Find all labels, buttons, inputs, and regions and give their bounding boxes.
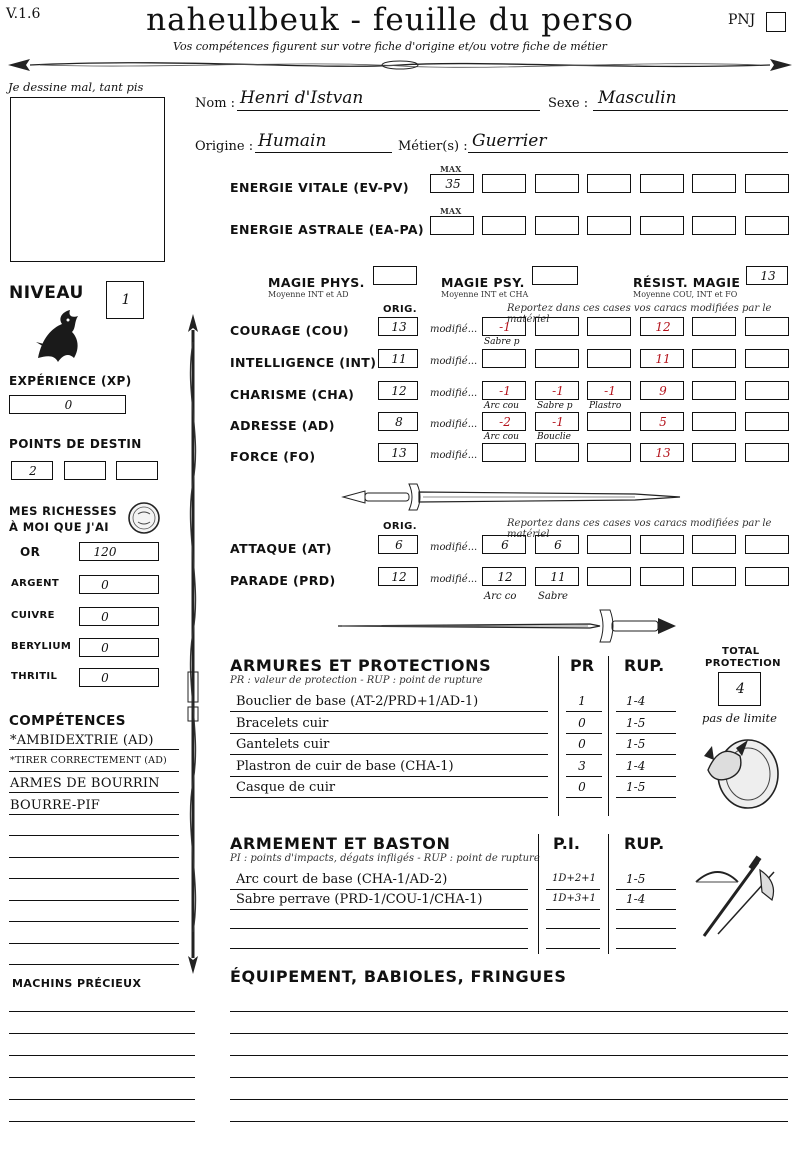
richesses-label-1: MES RICHESSES [9, 504, 118, 518]
carac-mod-box[interactable]: 5 [640, 412, 684, 431]
carac-mod-box[interactable] [535, 349, 579, 368]
armor-rup[interactable]: 1-4 [626, 758, 646, 773]
armor-line [566, 733, 602, 734]
equipment-line [230, 1121, 788, 1122]
armor-line [566, 776, 602, 777]
carac-mod-box[interactable]: -1 [482, 317, 526, 336]
equipment-line [230, 1055, 788, 1056]
combat-sub-1: Arc co [484, 591, 517, 602]
weapons-pi-header: P.I. [553, 834, 580, 853]
destin-box-2[interactable] [64, 461, 106, 480]
carac-mod-box[interactable] [535, 317, 579, 336]
carac-orig-box[interactable]: 13 [378, 443, 418, 462]
nom-field[interactable]: Henri d'Istvan [240, 88, 364, 108]
spear-divider-icon [0, 54, 800, 76]
armor-line [616, 711, 676, 712]
wealth-value-box[interactable]: 0 [79, 607, 159, 626]
weapons-rup-header: RUP. [624, 834, 665, 853]
armor-subtitle: PR : valeur de protection - RUP : point de rupture [230, 675, 483, 686]
carac-mod-box[interactable] [482, 349, 526, 368]
combat-mod-box[interactable] [587, 535, 631, 554]
armor-line [566, 797, 602, 798]
metier-field[interactable]: Guerrier [472, 131, 547, 151]
armor-line [230, 797, 548, 798]
ea-box-5[interactable] [640, 216, 684, 235]
carac-label: INTELLIGENCE (INT) [230, 355, 377, 370]
combat-orig-label: ORIG. [383, 521, 417, 532]
combat-orig-box[interactable]: 12 [378, 567, 418, 586]
carac-orig-box[interactable]: 12 [378, 381, 418, 400]
equipment-line [230, 1033, 788, 1034]
sword-icon [335, 478, 685, 516]
combat-label: ATTAQUE (AT) [230, 541, 332, 556]
equipment-title: ÉQUIPEMENT, BABIOLES, FRINGUES [230, 967, 567, 986]
modified-label: modifié... [430, 324, 478, 335]
ev-max-label: MAX [440, 164, 462, 174]
magie-phys-box[interactable] [373, 266, 417, 285]
ev-box-5[interactable] [640, 174, 684, 193]
carac-sub-label: Bouclie [537, 432, 571, 442]
weapon-line [230, 889, 528, 890]
skill-line [9, 878, 179, 879]
modified-label: modifié... [430, 450, 478, 461]
combat-mod-box[interactable] [640, 567, 684, 586]
armor-rup-header: RUP. [624, 656, 665, 675]
weapon-line [230, 948, 528, 949]
weapon-line [230, 928, 528, 929]
armor-title: ARMURES ET PROTECTIONS [230, 656, 492, 675]
weapons-title: ARMEMENT ET BASTON [230, 834, 451, 853]
combat-mod-box[interactable] [745, 535, 789, 554]
carac-mod-box[interactable] [745, 412, 789, 431]
armor-name[interactable]: Plastron de cuir de base (CHA-1) [236, 758, 454, 774]
no-limit-label: pas de limite [702, 711, 777, 725]
destin-label: POINTS DE DESTIN [9, 437, 142, 451]
armor-rup[interactable]: 1-5 [626, 737, 646, 751]
equipment-line [230, 1077, 788, 1078]
treasure-line [9, 1055, 195, 1056]
carac-mod-box[interactable] [482, 443, 526, 462]
armor-name[interactable]: Bouclier de base (AT-2/PRD+1/AD-1) [236, 694, 479, 709]
carac-mod-box[interactable]: -1 [587, 381, 631, 400]
carac-label: COURAGE (COU) [230, 323, 349, 338]
treasure-line [9, 1121, 195, 1122]
carac-sub-label: Plastro [589, 401, 622, 411]
sexe-label: Sexe : [548, 96, 589, 111]
carac-sub-label: Sabre p [537, 401, 573, 411]
equipment-line [230, 1099, 788, 1100]
carac-orig-box[interactable]: 13 [378, 317, 418, 336]
treasure-line [9, 1077, 195, 1078]
sexe-field[interactable]: Masculin [598, 88, 677, 108]
machins-precieux-label: MACHINS PRÉCIEUX [12, 977, 142, 990]
skill-line [9, 749, 179, 750]
carac-sub-label: Arc cou [484, 432, 519, 442]
skill-line [9, 771, 179, 772]
weapon-line [546, 928, 600, 929]
skill-item[interactable]: BOURRE-PIF [10, 797, 101, 813]
magie-phys-note: Moyenne INT et AD [268, 290, 349, 299]
weapon-name[interactable]: Sabre perrave (PRD-1/COU-1/CHA-1) [236, 891, 483, 907]
carac-mod-box[interactable] [692, 381, 736, 400]
modified-label: modifié... [430, 419, 478, 430]
modified-label: modifié... [430, 388, 478, 399]
carac-mod-box[interactable] [535, 443, 579, 462]
carac-mod-box[interactable] [587, 349, 631, 368]
niveau-label: NIVEAU [9, 283, 84, 303]
armor-line [230, 754, 548, 755]
xp-label: EXPÉRIENCE (XP) [9, 374, 132, 388]
armor-rup[interactable]: 1-4 [626, 694, 646, 708]
equipment-line [230, 1011, 788, 1012]
wealth-value-box[interactable]: 0 [79, 575, 159, 594]
modified-label: modifié... [430, 574, 478, 585]
carac-mod-box[interactable] [745, 381, 789, 400]
combat-mod-box[interactable]: 12 [482, 567, 526, 586]
destin-box-3[interactable] [116, 461, 158, 480]
carac-sub-label: Sabre p [484, 337, 520, 347]
total-label-1: TOTAL [722, 646, 760, 657]
portrait-caption: Je dessine mal, tant pis [8, 80, 144, 94]
combat-mod-box[interactable] [587, 567, 631, 586]
wealth-label: OR [20, 545, 41, 559]
weapon-line [546, 889, 600, 890]
carac-mod-box[interactable] [745, 349, 789, 368]
skill-line [9, 943, 179, 944]
coin-icon [126, 500, 162, 536]
carac-label: ADRESSE (AD) [230, 418, 335, 433]
weapon-line [230, 909, 528, 910]
treasure-line [9, 1011, 195, 1012]
total-label-2: PROTECTION [705, 658, 781, 669]
armor-pr[interactable]: 0 [578, 715, 586, 730]
wealth-label: BERYLIUM [11, 641, 72, 652]
resist-magie-box[interactable]: 13 [746, 266, 788, 285]
magie-psy-box[interactable] [532, 266, 578, 285]
weapon-line [616, 928, 676, 929]
armor-rup[interactable]: 1-5 [626, 780, 646, 794]
combat-mod-box[interactable]: 11 [535, 567, 579, 586]
skill-line [9, 900, 179, 901]
armor-name[interactable]: Gantelets cuir [236, 737, 330, 752]
combat-mod-box[interactable] [692, 567, 736, 586]
shield-helmet-icon [690, 726, 786, 812]
ev-box-7[interactable] [745, 174, 789, 193]
combat-mod-box[interactable] [692, 535, 736, 554]
ev-label: ENERGIE VITALE (EV-PV) [230, 180, 409, 195]
carac-label: CHARISME (CHA) [230, 387, 355, 402]
ea-box-1[interactable] [430, 216, 474, 235]
sword-icon-2 [330, 606, 685, 646]
wealth-label: ARGENT [11, 578, 60, 589]
carac-mod-box[interactable] [745, 317, 789, 336]
magie-psy-note: Moyenne INT et CHA [441, 290, 529, 299]
armor-name[interactable]: Bracelets cuir [236, 715, 329, 731]
niveau-box[interactable]: 1 [106, 281, 144, 319]
version-label: V.1.6 [6, 6, 41, 22]
treasure-line [9, 1099, 195, 1100]
ea-box-4[interactable] [587, 216, 631, 235]
carac-mod-box[interactable]: 9 [640, 381, 684, 400]
destin-box-1[interactable]: 2 [11, 461, 53, 480]
combat-sub-2: Sabre [538, 591, 568, 602]
ev-box-2[interactable] [482, 174, 526, 193]
resist-magie-label: RÉSIST. MAGIE [633, 275, 741, 290]
armor-line [566, 711, 602, 712]
ea-label: ENERGIE ASTRALE (EA-PA) [230, 222, 425, 237]
combat-mod-box[interactable] [640, 535, 684, 554]
ea-box-7[interactable] [745, 216, 789, 235]
staff-icon [180, 312, 206, 977]
total-protection-box[interactable]: 4 [718, 672, 761, 706]
carac-label: FORCE (FO) [230, 449, 316, 464]
carac-mod-box[interactable]: -2 [482, 412, 526, 431]
pnj-checkbox[interactable] [766, 12, 786, 32]
wealth-value-box[interactable]: 0 [79, 668, 159, 687]
richesses-label-2: À MOI QUE J'AI [9, 520, 109, 534]
ev-box-3[interactable] [535, 174, 579, 193]
skill-item[interactable]: ARMES DE BOURRIN [10, 776, 160, 791]
competences-label: COMPÉTENCES [9, 713, 126, 729]
modified-label: modifié... [430, 356, 478, 367]
magie-phys-label: MAGIE PHYS. [268, 275, 365, 290]
carac-mod-box[interactable]: -1 [482, 381, 526, 400]
page-subtitle: Vos compétences figurent sur votre fiche d'origine et/ou votre fiche de métier [173, 40, 607, 53]
modified-label: modifié... [430, 542, 478, 553]
orig-label: ORIG. [383, 304, 417, 315]
carac-mod-box[interactable] [692, 317, 736, 336]
page-title: naheulbeuk - feuille du perso [146, 2, 634, 38]
carac-mod-box[interactable] [587, 412, 631, 431]
skill-line [9, 921, 179, 922]
carac-mod-box[interactable]: -1 [535, 381, 579, 400]
armor-pr[interactable]: 3 [578, 758, 586, 773]
skill-line [9, 835, 179, 836]
carac-sub-label: Arc cou [484, 401, 519, 411]
xp-box[interactable]: 0 [9, 395, 126, 414]
combat-mod-box[interactable]: 6 [482, 535, 526, 554]
combat-note: Reportez dans ces cases vos caracs modifiées par le matériel [507, 518, 772, 540]
armor-line [616, 733, 676, 734]
carac-mod-box[interactable] [692, 412, 736, 431]
armor-rup[interactable]: 1-5 [626, 715, 646, 730]
ea-box-2[interactable] [482, 216, 526, 235]
skill-line [9, 814, 179, 815]
wealth-label: CUIVRE [11, 610, 55, 621]
ev-box-4[interactable] [587, 174, 631, 193]
armor-line [616, 797, 676, 798]
metier-label: Métier(s) : [398, 139, 468, 154]
carac-mod-box[interactable]: 13 [640, 443, 684, 462]
wealth-value-box[interactable]: 120 [79, 542, 159, 561]
skill-item[interactable]: *TIRER CORRECTEMENT (AD) [10, 754, 167, 766]
combat-mod-box[interactable] [745, 567, 789, 586]
pnj-label: PNJ [728, 12, 756, 28]
carac-mod-box[interactable] [692, 349, 736, 368]
wealth-label: THRITIL [11, 671, 58, 682]
armor-line [616, 754, 676, 755]
carac-mod-box[interactable] [745, 443, 789, 462]
skill-line [9, 964, 179, 965]
nom-label: Nom : [195, 96, 236, 111]
skill-line [9, 792, 179, 793]
carac-mod-box[interactable]: 11 [640, 349, 684, 368]
carac-orig-box[interactable]: 11 [378, 349, 418, 368]
weapon-line [616, 948, 676, 949]
carac-mod-box[interactable] [587, 317, 631, 336]
carac-mod-box[interactable]: 12 [640, 317, 684, 336]
ev-box-1[interactable]: 35 [430, 174, 474, 193]
weapon-name[interactable]: Arc court de base (CHA-1/AD-2) [236, 872, 448, 887]
treasure-line [9, 1033, 195, 1034]
weapon-rup[interactable]: 1-5 [626, 872, 646, 886]
weapon-rup[interactable]: 1-4 [626, 891, 646, 906]
armor-line [566, 754, 602, 755]
armor-line [230, 711, 548, 712]
armor-pr-header: PR [570, 656, 595, 675]
carac-note: Reportez dans ces cases vos caracs modifiées par le matériel [507, 303, 772, 325]
carac-orig-box[interactable]: 8 [378, 412, 418, 431]
armor-line [230, 733, 548, 734]
carac-mod-box[interactable] [587, 443, 631, 462]
origine-field[interactable]: Humain [258, 131, 327, 151]
armor-name[interactable]: Casque de cuir [236, 780, 336, 795]
weapon-line [546, 909, 600, 910]
portrait-box[interactable] [10, 97, 165, 262]
armor-pr[interactable]: 0 [578, 737, 586, 751]
resist-magie-note: Moyenne COU, INT et FO [633, 290, 738, 299]
combat-orig-box[interactable]: 6 [378, 535, 418, 554]
combat-mod-box[interactable]: 6 [535, 535, 579, 554]
weapon-line [546, 948, 600, 949]
carac-mod-box[interactable]: -1 [535, 412, 579, 431]
dragon-icon [32, 308, 84, 364]
armor-line [616, 776, 676, 777]
weapon-line [616, 889, 676, 890]
ea-box-6[interactable] [692, 216, 736, 235]
weapon-pi[interactable]: 1D+2+1 [552, 873, 596, 884]
weapons-subtitle: PI : points d'impacts, dégats infligés - RUP : point de rupture [230, 853, 540, 864]
ea-max-label: MAX [440, 206, 462, 216]
armor-pr[interactable]: 0 [578, 780, 586, 794]
magie-psy-label: MAGIE PSY. [441, 275, 525, 290]
weapons-icon [688, 852, 788, 942]
combat-label: PARADE (PRD) [230, 573, 336, 588]
origine-label: Origine : [195, 139, 254, 154]
carac-mod-box[interactable] [692, 443, 736, 462]
weapon-pi[interactable]: 1D+3+1 [552, 892, 596, 904]
armor-pr[interactable]: 1 [578, 694, 586, 708]
wealth-value-box[interactable]: 0 [79, 638, 159, 657]
weapon-line [616, 909, 676, 910]
skill-item[interactable]: *AMBIDEXTRIE (AD) [10, 733, 154, 748]
armor-line [230, 776, 548, 777]
ea-box-3[interactable] [535, 216, 579, 235]
skill-line [9, 857, 179, 858]
ev-box-6[interactable] [692, 174, 736, 193]
